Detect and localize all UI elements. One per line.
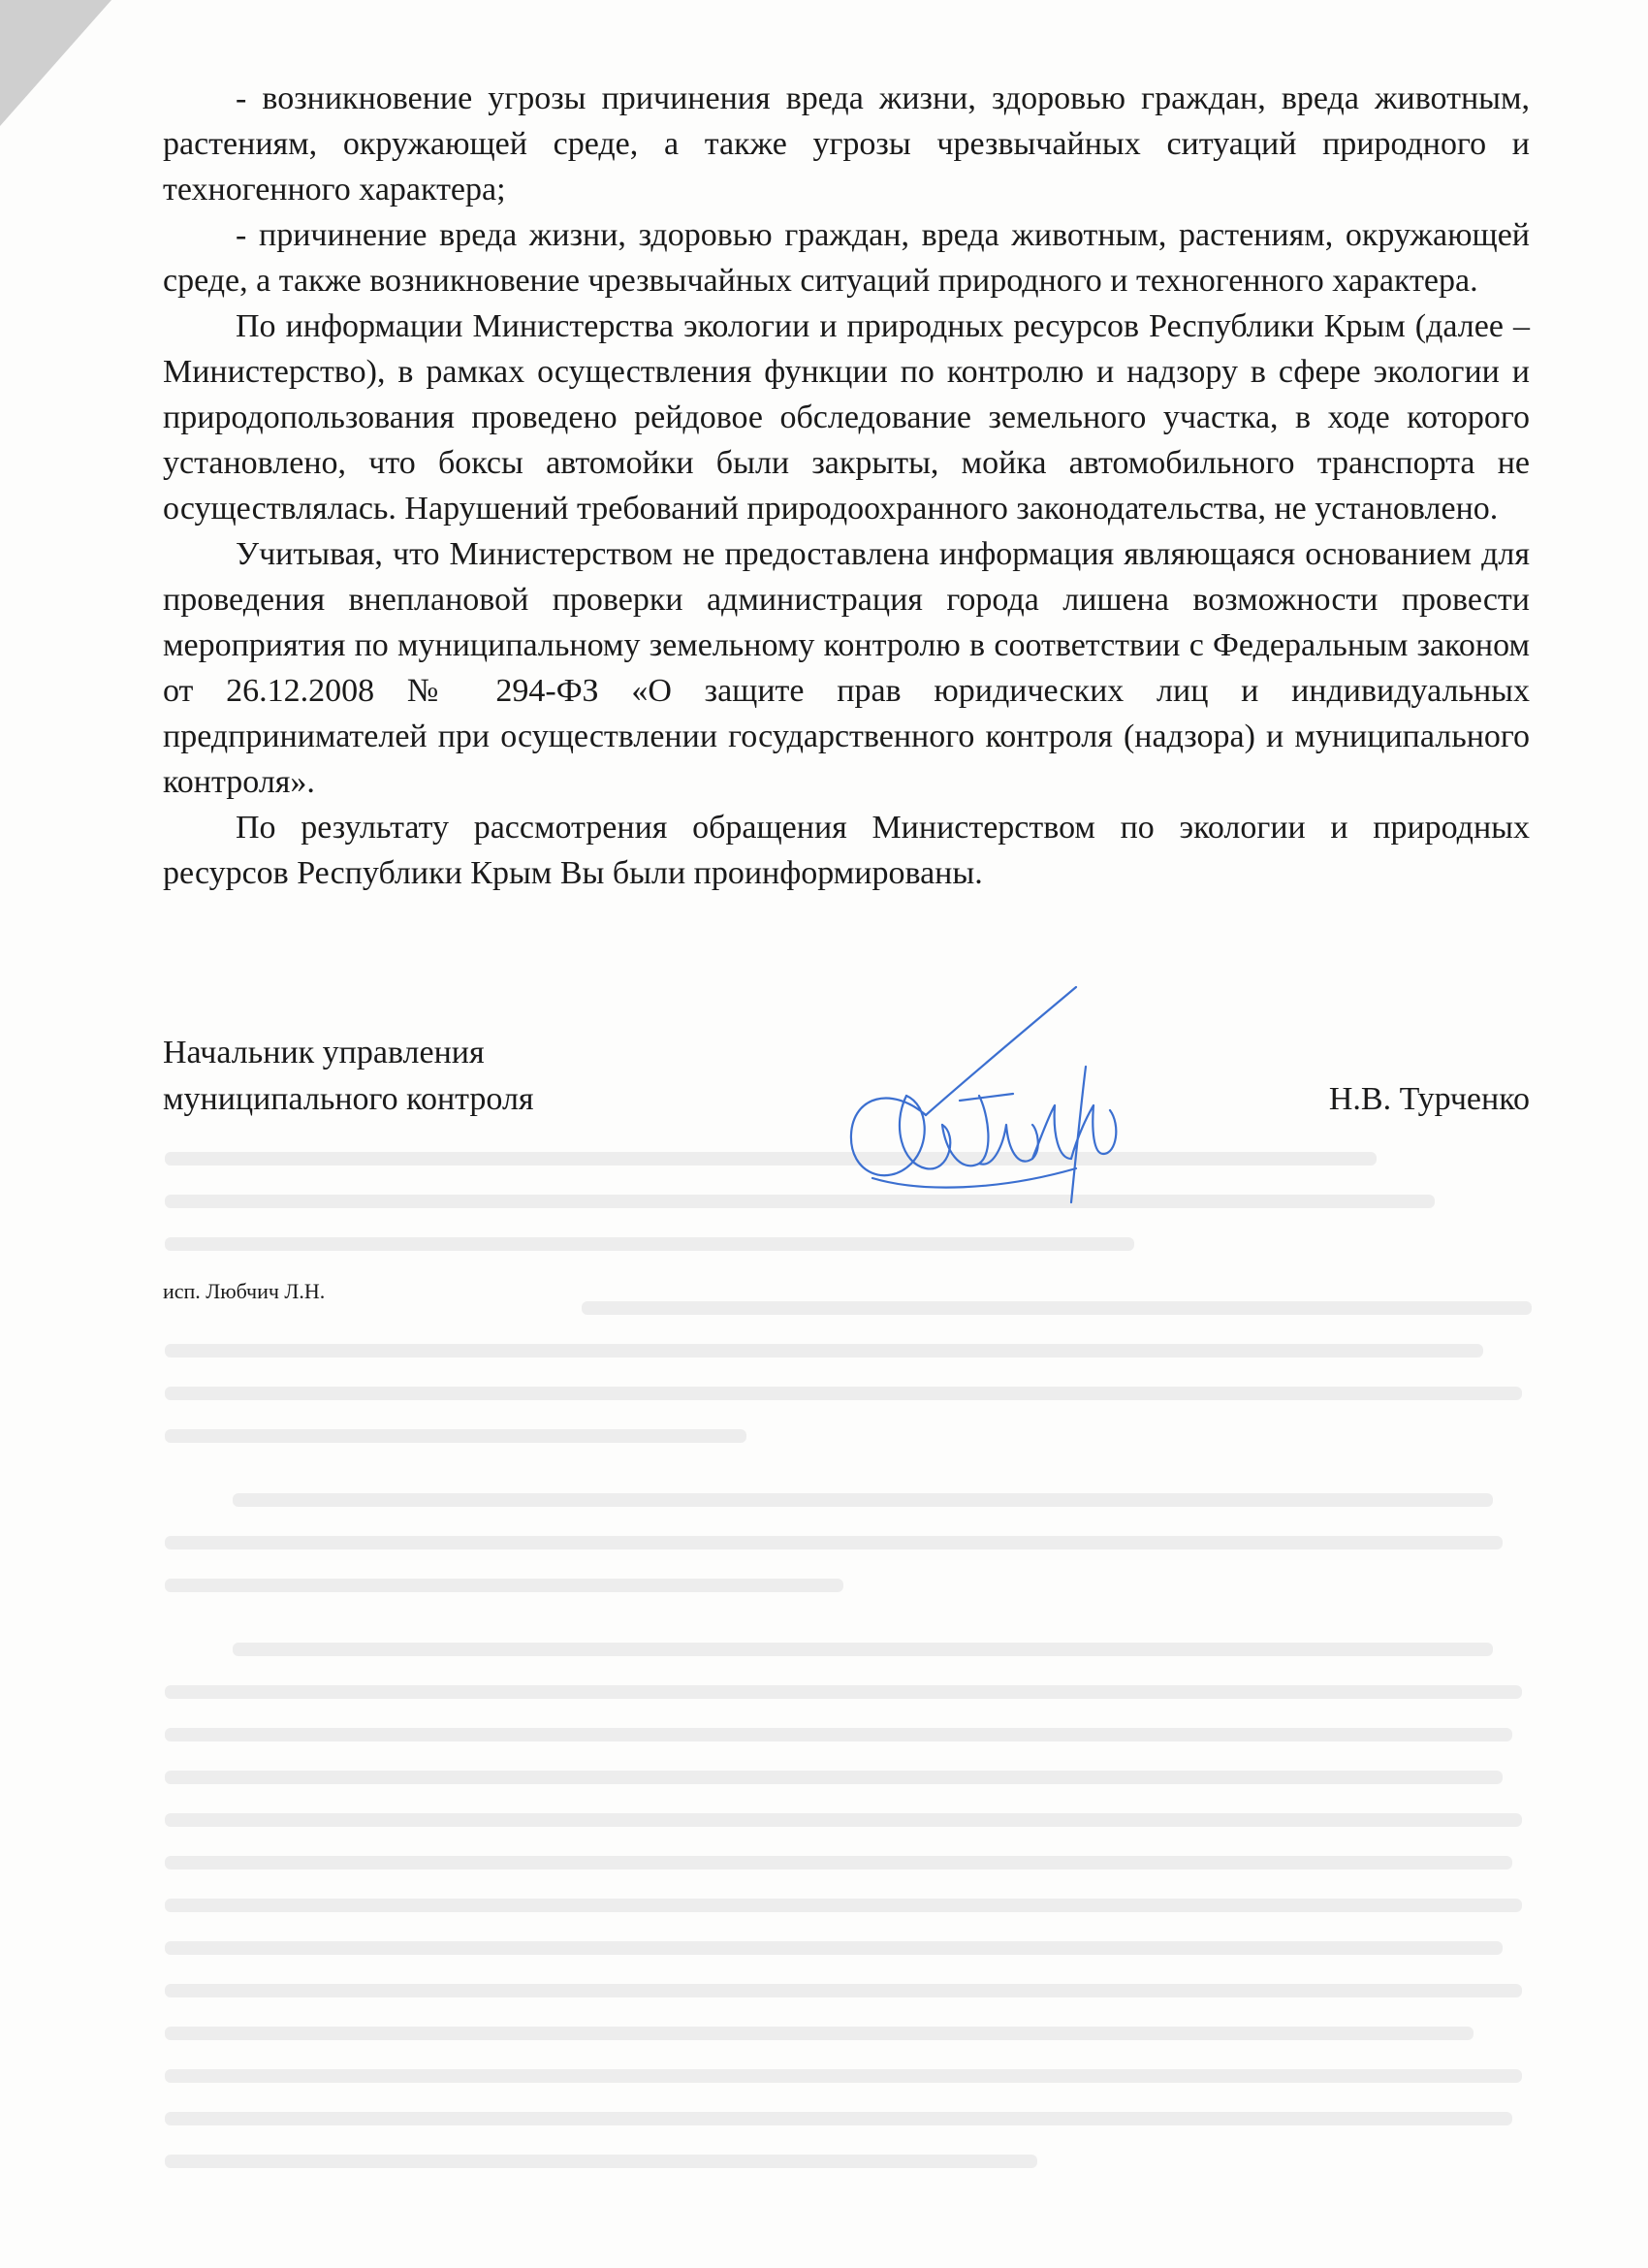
paragraph-harm: - причинение вреда жизни, здоровью граждан, вреда животным, растениям, окружающей среде, а также возникновение чрезвычайных ситуаций природного и техногенного характера.	[163, 217, 1530, 299]
signatory-name: Н.В. Турченко	[1328, 1081, 1530, 1117]
folded-corner	[0, 0, 111, 126]
paragraph-threat: - возникновение угрозы причинения вреда жизни, здоровью граждан, вреда животным, растениям, окружающей среде, а также угрозы чрезвычайных ситуаций природного и техногенного характера;	[163, 80, 1530, 208]
paragraph-ministry-info: По информации Министерства экологии и природных ресурсов Республики Крым (далее – Министерство), в рамках осуществления функции по контролю и надзору в сфере экологии и природопользования проведено рейдовое обследование земельного участка, в ходе которого установлено, что боксы автомойки были закрыты, мойка автомобильного транспорта не осуществлялась. Нарушений требований природоохранного законодательства, не установлено.	[163, 308, 1530, 527]
handwritten-signature	[834, 970, 1144, 1212]
signatory-title-line2: муниципального контроля	[163, 1081, 534, 1117]
signatory-title-line1: Начальник управления	[163, 1035, 485, 1070]
paragraph-inspection: Учитывая, что Министерством не предоставлена информация являющаяся основанием для проведения внеплановой проверки администрация города лишена возможности провести мероприятия по муниципальному земельному контролю в соответствии с Федеральным законом от 26.12.2008 № 294-ФЗ «О защите прав юридических лиц и индивидуальных предпринимателей при осуществлении государственного контроля (надзора) и муниципального контроля».	[163, 536, 1530, 800]
executor-note: исп. Любчич Л.Н.	[163, 1279, 326, 1303]
letter-body	[163, 76, 1530, 896]
paragraph-result: По результату рассмотрения обращения Министерством по экологии и природных ресурсов Республики Крым Вы были проинформированы.	[163, 810, 1530, 891]
